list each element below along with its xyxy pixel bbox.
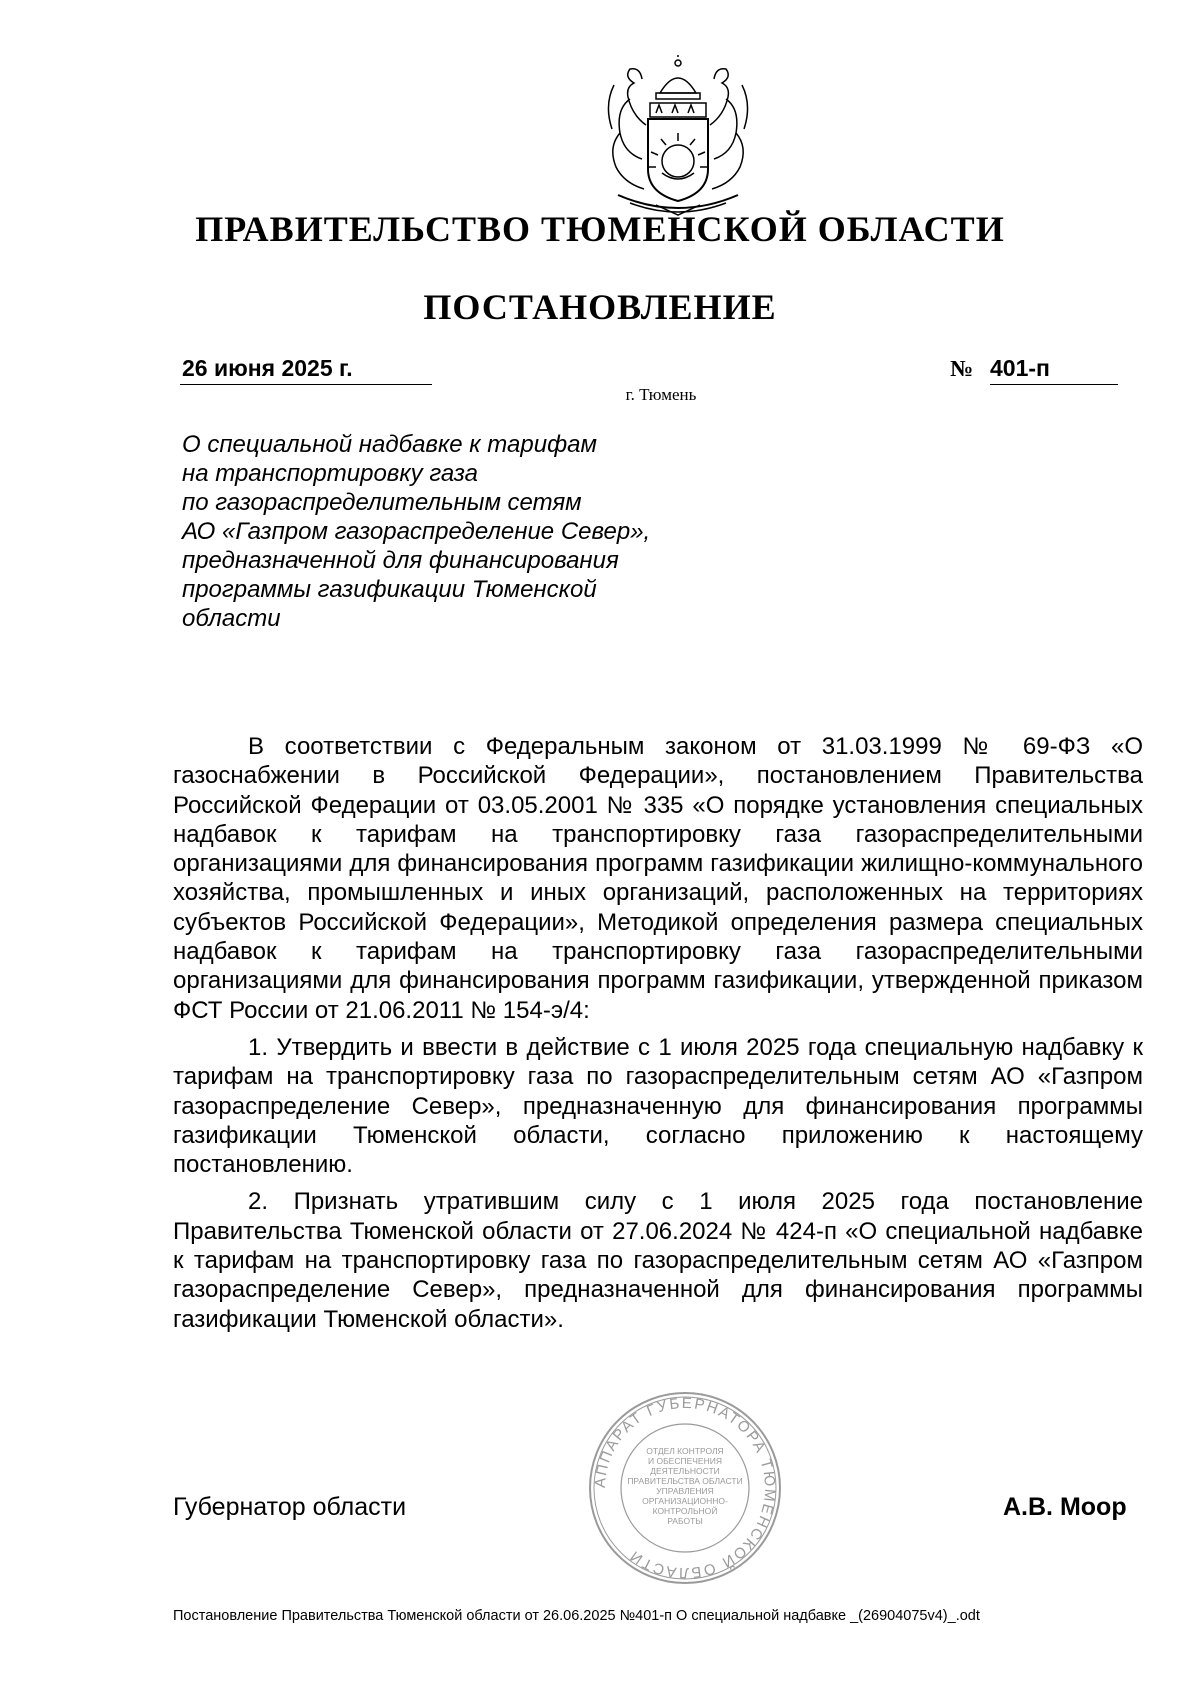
document-date: 26 июня 2025 г. — [180, 355, 432, 385]
svg-text:АППАРАТ ГУБЕРНАТОРА ТЮМЕНСКОЙ: АППАРАТ ГУБЕРНАТОРА ТЮМЕНСКОЙ ОБЛАСТИ — [591, 1394, 779, 1582]
organization-title: ПРАВИТЕЛЬСТВО ТЮМЕНСКОЙ ОБЛАСТИ — [195, 209, 1005, 249]
subject-line: по газораспределительным сетям — [182, 489, 582, 516]
document-number-block — [950, 355, 1132, 385]
city-label: г. Тюмень — [625, 385, 697, 404]
item-2-paragraph: 2. Признать утратившим силу с 1 июля 2025 года постановление Правительства Тюменской области от 27.06.2024 № 424-п «О специальной надбавке к тарифам на транспортировку газа по газораспределительным сетям АО «Газпром газораспределение Север», предназначенной для финансирования программы газификации Тюменской области». — [173, 1188, 1143, 1333]
subject-line: АО «Газпром газораспределение Север», — [182, 518, 651, 545]
svg-text:ОТДЕЛ КОНТРОЛЯ: ОТДЕЛ КОНТРОЛЯ — [646, 1446, 724, 1456]
document-type: ПОСТАНОВЛЕНИЕ — [423, 287, 777, 327]
subject-line: на транспортировку газа — [182, 460, 478, 487]
svg-text:ПРАВИТЕЛЬСТВА ОБЛАСТИ: ПРАВИТЕЛЬСТВА ОБЛАСТИ — [627, 1476, 743, 1486]
signer-name: А.В. Моор — [1003, 1493, 1127, 1521]
official-stamp — [587, 1390, 783, 1586]
file-footer: Постановление Правительства Тюменской области от 26.06.2025 №401-п О специальной надбавке _(26904075v4)_.odt — [173, 1608, 980, 1624]
item-1-paragraph: 1. Утвердить и ввести в действие с 1 июля 2025 года специальную надбавку к тарифам на транспортировку газа по газораспределительным сетям АО «Газпром газораспределение Север», предназначенную для финансирования программы газификации Тюменской области, согласно приложению к настоящему постановлению. — [173, 1033, 1143, 1179]
svg-text:ОРГАНИЗАЦИОННО-: ОРГАНИЗАЦИОННО- — [642, 1496, 728, 1506]
document-subject — [182, 430, 742, 633]
signer-title: Губернатор области — [173, 1493, 407, 1521]
subject-line: программы газификации Тюменской — [182, 576, 597, 603]
document-number: 401-п — [990, 355, 1118, 385]
svg-text:УПРАВЛЕНИЯ: УПРАВЛЕНИЯ — [656, 1486, 714, 1496]
document-body — [173, 732, 1143, 1334]
svg-text:И ОБЕСПЕЧЕНИЯ: И ОБЕСПЕЧЕНИЯ — [648, 1456, 722, 1466]
subject-line: области — [182, 605, 281, 632]
number-sign: № — [950, 356, 974, 381]
subject-line: О специальной надбавке к тарифам — [182, 431, 597, 458]
subject-line: предназначенной для финансирования — [182, 547, 619, 574]
svg-text:ДЕЯТЕЛЬНОСТИ: ДЕЯТЕЛЬНОСТИ — [650, 1466, 720, 1476]
coat-of-arms-emblem — [590, 55, 766, 220]
preamble-paragraph: В соответствии с Федеральным законом от 31.03.1999 № 69-ФЗ «О газоснабжении в Российской Федерации», постановлением Правительства Российской Федерации от 03.05.2001 № 335 «О порядке установления специальных надбавок к тарифам на транспортировку газа газораспределительными организациями для финансирования программ газификации жилищно-коммунального хозяйства, промышленных и иных организаций, расположенных на территориях субъектов Российской Федерации», Методикой определения размера специальных надбавок к тарифам на транспортировку газа газораспределительными организациями для финансирования программ газификации, утвержденной приказом ФСТ России от 21.06.2011 № 154-э/4: — [173, 733, 1143, 1024]
svg-text:КОНТРОЛЬНОЙ: КОНТРОЛЬНОЙ — [652, 1506, 718, 1516]
svg-text:РАБОТЫ: РАБОТЫ — [667, 1516, 703, 1526]
